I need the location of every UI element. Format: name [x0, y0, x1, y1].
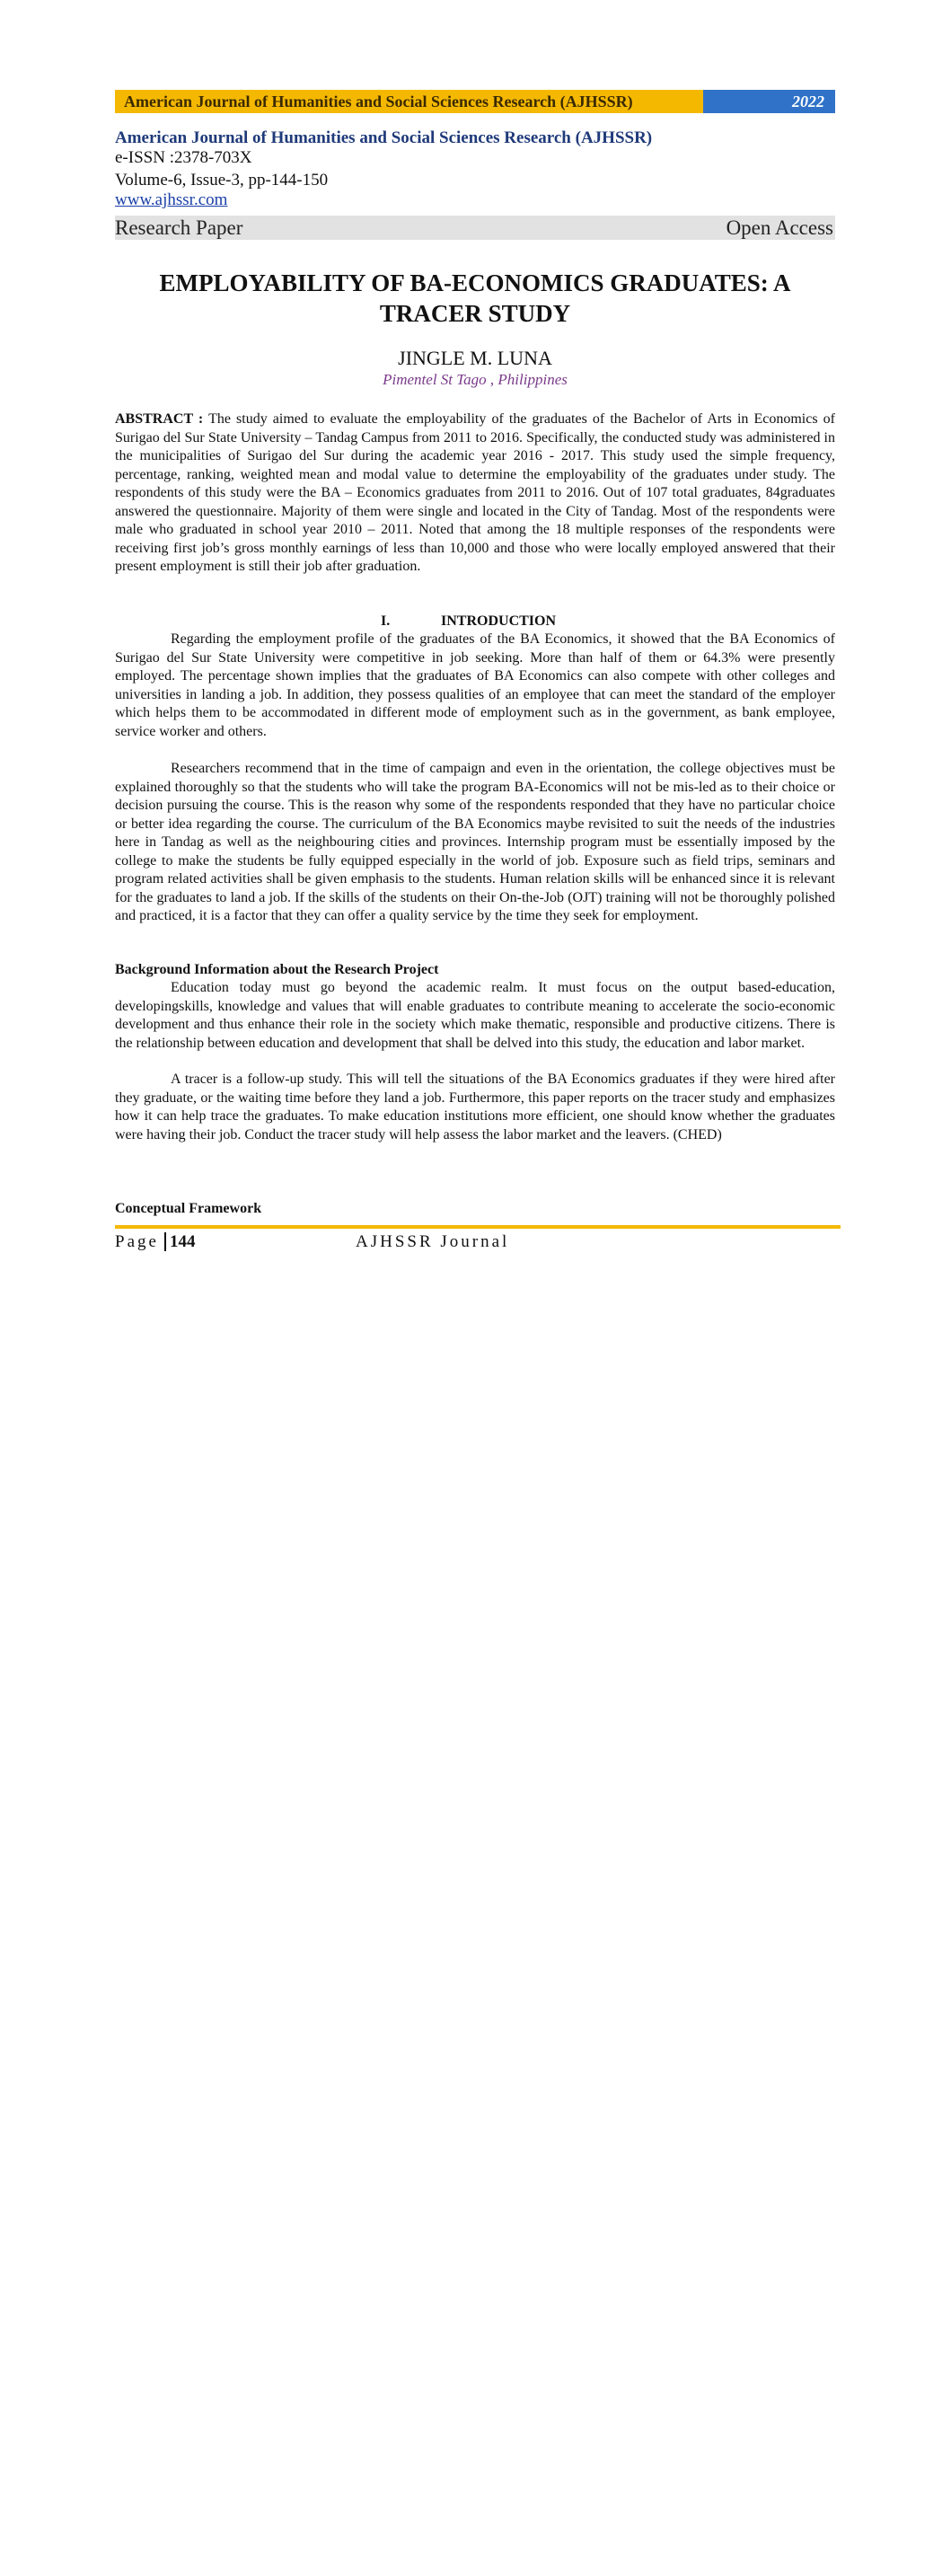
masthead: [115, 128, 835, 210]
conceptual-framework-heading: Conceptual Framework: [115, 1201, 262, 1216]
running-header-journal: American Journal of Humanities and Social Sciences Research (AJHSSR): [115, 90, 703, 113]
author-affiliation: Pimentel St Tago , Philippines: [383, 371, 568, 388]
page-footer: [115, 1232, 835, 1252]
footer-page: [115, 1232, 951, 2576]
running-header: [115, 90, 835, 113]
journal-url-link[interactable]: www.ajhssr.com: [115, 190, 228, 209]
abstract-text: The study aimed to evaluate the employability of the graduates of the Bachelor of Arts in Economics of Surigao del Sur State University – Tandag Campus from 2011 to 2016. Specifically, the conducted study was administered in the municipalities of Surigao del Sur during the academic year 2016 - 2017. This study used the simple frequency, percentage, ranking, weighted mean and modal value to determine the employability of the graduates under study. The respondents of this study were the BA – Economics graduates from 2011 to 2016. Out of 107 total graduates, 84graduates answered the questionnaire. Majority of them were single and located in the City of Tandag. Most of the respondents were male who graduated in school year 2010 – 2011. Noted that among the 18 multiple responses of the respondents were receiving first job’s gross monthly earnings of less than 10,000 and those who were locally employed answered that their present employment is still their job after graduation.: [115, 411, 835, 574]
footer-journal: AJHSSR Journal: [356, 1232, 510, 1251]
abstract-label: ABSTRACT :: [115, 411, 204, 427]
footer-page-label: Page: [115, 1232, 159, 1251]
footer-rule: [115, 1225, 841, 1229]
issn: e-ISSN :2378-703X: [115, 148, 252, 167]
background-paragraph-1: Education today must go beyond the academic realm. It must focus on the output based-education, developingskills, knowledge and values that will enable graduates to contribute meaning to accelerate the socio-economic development and thus enhance their role in the society which make thematic, responsible and productive citizens. There is the relationship between education and development that shall be delved into this study, the education and labor market.: [115, 980, 835, 1051]
paper-type: Research Paper: [115, 216, 243, 239]
journal-name: American Journal of Humanities and Social Sciences Research (AJHSSR): [115, 128, 653, 147]
author-name: JINGLE M. LUNA: [398, 347, 552, 369]
intro-paragraph-2: Researchers recommend that in the time of campaign and even in the orientation, the college objectives must be explained thoroughly so that the students who will take the program BA-Economics will not be mis-led as to their choice or decision pursuing the course. This is the reason why some of the respondents responded that they have no particular choice or better idea regarding the course. The curriculum of the BA Economics maybe revisited to suit the needs of the industries here in Tandag as well as the neighbouring cities and provinces. Internship program must be essentially imposed by the college to make the students be fully equipped especially in the world of job. Exposure such as field trips, seminars and program related activities shall be given emphasis to the students. Human relation skills will be enhanced since it is relevant for the graduates to land a job. If the skills of the students on their On-the-Job (OJT) training will not be thoroughly polished and practiced, it is a factor that they can offer a quality service by the time they seek for employment.: [115, 761, 835, 923]
intro-paragraph-1: Regarding the employment profile of the graduates of the BA Economics, it showed that the BA Economics of Surigao del Sur State University were competitive in job seeking. More than half of them or 64.3% were presently employed. The percentage shown implies that the graduates of BA Economics can also compete with other colleges and universities in landing a job. In addition, they possess qualities of an employee that can meet the standard of the employer which helps them to be accommodated in different mode of employment such as in the government, as bank employee, service worker and others.: [115, 631, 835, 739]
footer-page-number: 144: [169, 1232, 196, 1251]
paper-title: EMPLOYABILITY OF BA-ECONOMICS GRADUATES: A TRACER STUDY: [159, 269, 791, 327]
section-title: INTRODUCTION: [441, 613, 557, 629]
paper-type-bar: [115, 216, 835, 240]
volume-issue: Volume-6, Issue-3, pp-144-150: [115, 171, 329, 190]
running-header-year: 2022: [703, 90, 835, 113]
background-heading: Background Information about the Research Project: [115, 962, 439, 977]
abstract: [115, 410, 835, 577]
section-number: I.: [381, 613, 391, 629]
access-type: Open Access: [726, 216, 833, 239]
background-paragraph-2: A tracer is a follow-up study. This will tell the situations of the BA Economics graduates if they were hired after they graduate, or the waiting time before they land a job. Furthermore, this paper reports on the tracer study and emphasizes how it can help trace the graduates. To make education institutions more efficient, one should know whether the graduates were having their job. Conduct the tracer study will help assess the labor market and the leavers. (CHED): [115, 1072, 835, 1142]
